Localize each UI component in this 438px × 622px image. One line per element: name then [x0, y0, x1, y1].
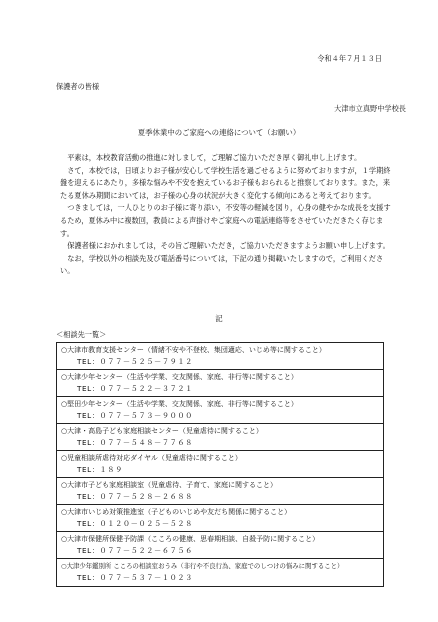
contact-name: ○堅田少年センター（生活や学業、交友関係、家庭、非行等に関すること）: [61, 399, 298, 408]
document-date: 令和４年７月１３日: [317, 54, 382, 63]
contact-name: ○大津・高島子ども家庭相談センター（児童虐待に関すること）: [61, 426, 263, 435]
contact-tel: TEL：０７７－５３７－１０２３: [77, 572, 193, 582]
contact-entry: [57, 451, 383, 478]
addressee: 保護者の皆様: [56, 82, 100, 91]
contact-tel: TEL：０７７－５２８－２６８８: [77, 491, 193, 501]
contact-list: [56, 342, 384, 587]
contact-name: ○大津市いじめ対策推進室（子どものいじめや友だち関係に関すること）: [61, 507, 292, 516]
contact-entry: [57, 397, 383, 424]
contact-entry: [57, 505, 383, 532]
contact-tel: TEL：０７７－５４８－７７６８: [77, 437, 193, 447]
contact-tel: TEL：０７７－５２２－６７５６: [77, 545, 193, 555]
contact-entry: [57, 424, 383, 451]
contact-name: ○大津市教育支援センター（情緒不安や不登校、集団適応、いじめ等に関すること）: [61, 345, 326, 354]
paragraph: 平素は，本校教育活動の推進に対しまして，ご理解ご協力いただき厚く御礼申し上げます。: [67, 153, 362, 162]
contact-tel: TEL：０１２０－０２５－５２８: [77, 518, 193, 528]
contact-entry: [57, 478, 383, 505]
contact-name: ○大津少年鑑別所 こころの相談室おうみ（非行や不良行為、家庭でのしつけの悩みに関すること）: [61, 561, 344, 570]
contact-tel: TEL：０７７－５７３－９０００: [77, 410, 193, 420]
paragraph: つきましては，一人ひとりのお子様に寄り添い，不安等の軽減を図り，心身の健やかな成長を支援するため，夏休み中に複数回，教員による声掛けやご家庭への電話連絡等をさせていただきたく存じます。: [60, 203, 391, 238]
contact-name: ○大津少年センター（生活や学業、交友関係、家庭、非行等に関すること）: [61, 372, 298, 381]
paragraph: 保護者様におかれましては，その旨ご理解いただき，ご協力いただきますようお願い申し上げます。: [67, 241, 390, 251]
document-title: 夏季休業中のご家庭への連絡について（お願い）: [137, 128, 301, 137]
contact-entry: [57, 343, 383, 370]
ki-heading: 記: [215, 314, 223, 323]
paragraph: なお，学校以外の相談先及び電話番号については，下記の通り掲載いたしますので，ご利用ください。: [60, 253, 384, 276]
contact-tel: TEL：０７７－５２５－７９１２: [77, 356, 193, 366]
body-text: [60, 152, 396, 278]
contact-tel: TEL：０７７－５２２－３７２１: [77, 383, 193, 393]
contact-name: ○児童相談所虐待対応ダイヤル（児童虐待に関すること）: [61, 453, 242, 462]
contact-entry: [57, 559, 383, 586]
sender: 大津市立真野中学校長: [334, 104, 406, 113]
contact-name: ○大津市子ども家庭相談室（児童虐待、子育て、家庭に関すること）: [61, 480, 277, 489]
contact-entry: [57, 532, 383, 559]
contact-entry: [57, 370, 383, 397]
contact-name: ○大津市保健所保健予防課（こころの健康、思春期相談、自殺予防に関すること）: [61, 534, 320, 543]
contact-tel: TEL：１８９: [77, 464, 123, 474]
contact-list-heading: ＜相談先一覧＞: [56, 330, 107, 339]
paragraph: さて，本校では，日頃よりお子様が安心して学校生活を過ごせるように努めておりますが，１学期終盤を迎えるにあたり，多様な悩みや不安を抱えているお子様もおられると推察しております。また，来たる夏休み期間においては，お子様の心身の状況が大きく変化する傾向にあると考えております。: [60, 165, 391, 200]
